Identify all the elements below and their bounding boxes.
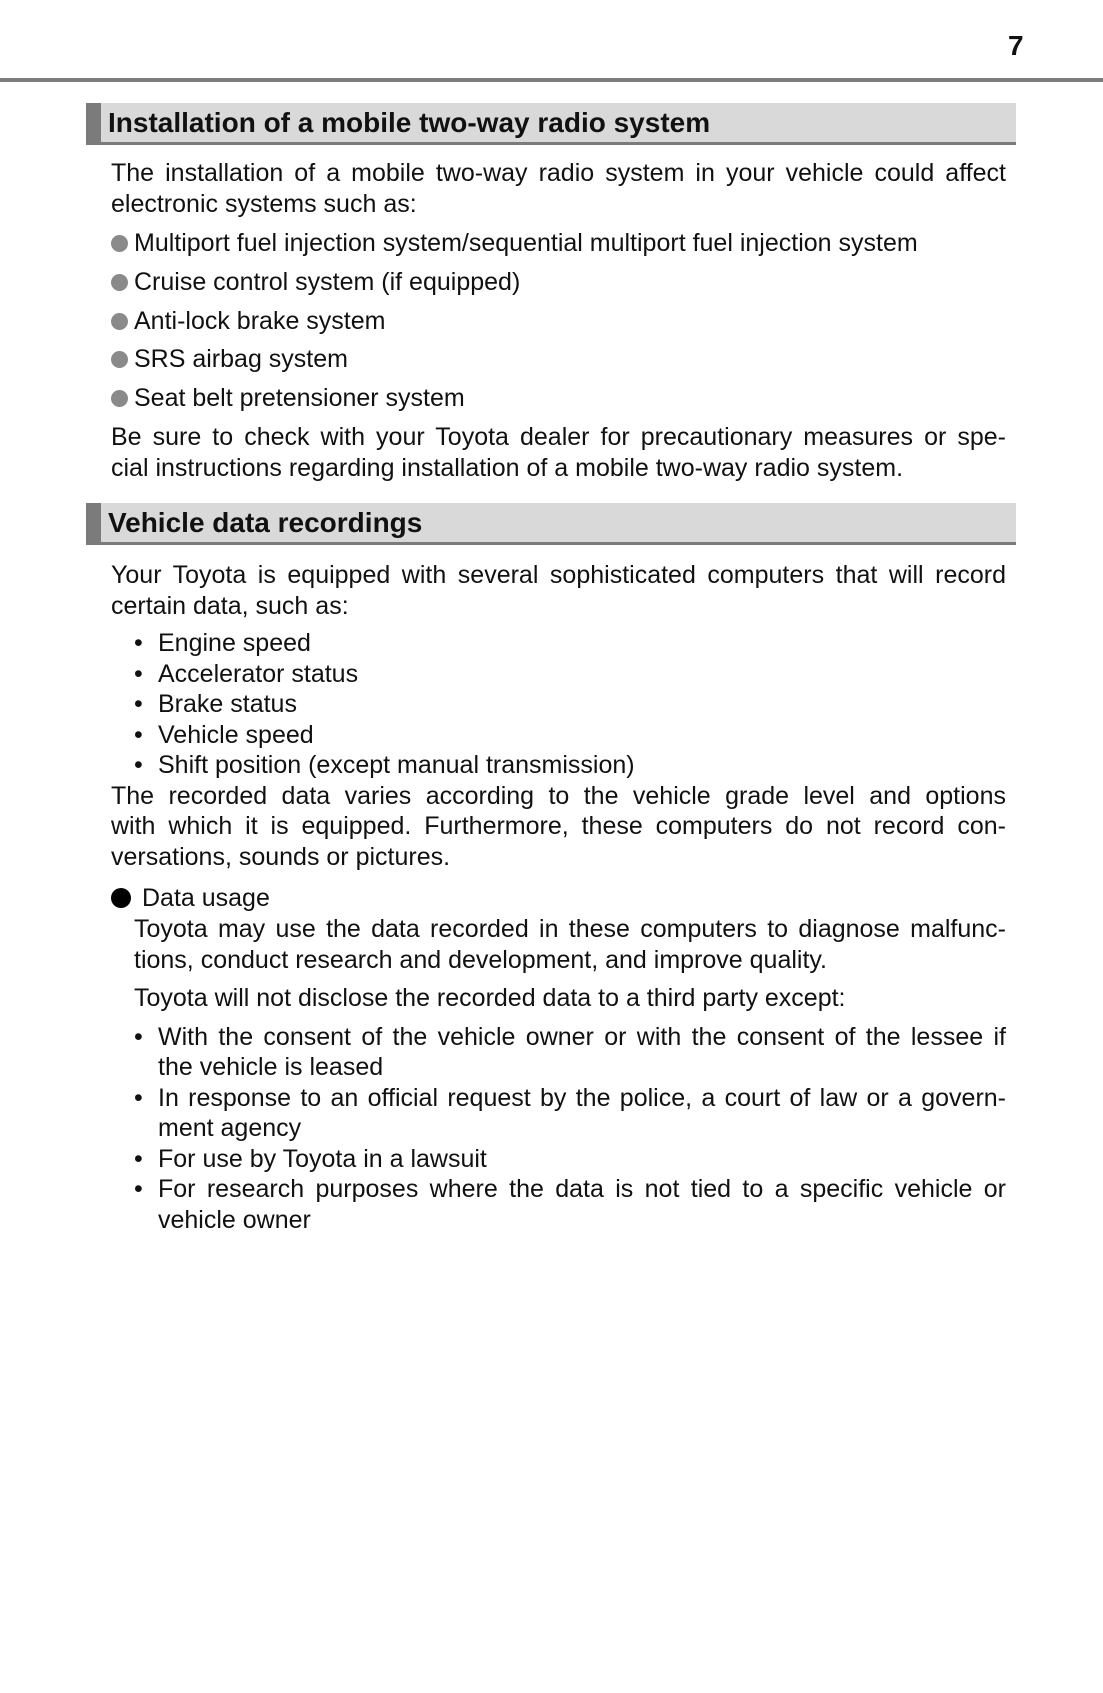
section-title: Installation of a mobile two-way radio system xyxy=(108,107,711,138)
section-title: Vehicle data recordings xyxy=(108,507,423,538)
gray-bullet-icon xyxy=(111,351,128,368)
list-item: For use by Toyota in a lawsuit xyxy=(158,1145,487,1173)
list-item: Accelerator status xyxy=(158,660,359,688)
list-item-continuation: the vehicle is leased xyxy=(158,1053,384,1081)
paragraph-line: tions, conduct research and development, and improve quality. xyxy=(134,946,827,974)
gray-bullet-icon xyxy=(111,390,128,407)
bullet-dot-icon: • xyxy=(134,1084,143,1112)
list-item: For research purposes where the data is not tied to a specific vehicle or xyxy=(158,1175,1006,1203)
subsection-title: Data usage xyxy=(142,884,270,912)
gray-bullet-icon xyxy=(111,313,128,330)
gray-bullet-icon xyxy=(111,274,128,291)
paragraph-line: The installation of a mobile two-way radio system in your vehicle could affect xyxy=(111,159,1006,187)
paragraph-line: The recorded data varies according to the vehicle grade level and options xyxy=(111,782,1006,810)
gray-bullet-icon xyxy=(111,235,128,252)
list-item: Anti-lock brake system xyxy=(134,307,386,335)
bullet-dot-icon: • xyxy=(134,629,143,657)
paragraph-line: Your Toyota is equipped with several sophisticated computers that will record xyxy=(111,561,1006,589)
bullet-dot-icon: • xyxy=(134,690,143,718)
list-item: Multiport fuel injection system/sequential multiport fuel injection system xyxy=(134,229,918,257)
paragraph-line: versations, sounds or pictures. xyxy=(111,843,451,871)
bullet-dot-icon: • xyxy=(134,751,143,779)
list-item: SRS airbag system xyxy=(134,345,348,373)
list-item: Shift position (except manual transmission) xyxy=(158,751,635,779)
bullet-dot-icon: • xyxy=(134,721,143,749)
list-item-continuation: ment agency xyxy=(158,1114,302,1142)
paragraph-line: electronic systems such as: xyxy=(111,190,417,218)
paragraph-line: Toyota will not disclose the recorded data to a third party except: xyxy=(134,984,846,1012)
list-item-continuation: vehicle owner xyxy=(158,1206,311,1234)
paragraph-line: certain data, such as: xyxy=(111,592,349,620)
section-heading-radio xyxy=(86,103,1016,145)
list-item: Brake status xyxy=(158,690,297,718)
list-item: With the consent of the vehicle owner or with the consent of the lessee if xyxy=(158,1023,1006,1051)
heading-stripe xyxy=(86,103,101,142)
bullet-dot-icon: • xyxy=(134,1175,143,1203)
list-item: Engine speed xyxy=(158,629,311,657)
header-rule xyxy=(0,78,1103,82)
list-item: Cruise control system (if equipped) xyxy=(134,268,521,296)
list-item: Seat belt pretensioner system xyxy=(134,384,465,412)
black-bullet-icon xyxy=(111,888,131,908)
list-item: In response to an official request by the police, a court of law or a govern- xyxy=(158,1084,1006,1112)
list-item: Vehicle speed xyxy=(158,721,314,749)
section-heading-data-recordings xyxy=(86,503,1016,545)
paragraph-line: Be sure to check with your Toyota dealer for precautionary measures or spe- xyxy=(111,423,1006,451)
paragraph-line: Toyota may use the data recorded in these computers to diagnose malfunc- xyxy=(134,915,1006,943)
bullet-dot-icon: • xyxy=(134,1023,143,1051)
bullet-dot-icon: • xyxy=(134,660,143,688)
paragraph-line: with which it is equipped. Furthermore, these computers do not record con- xyxy=(111,812,1006,840)
page-number: 7 xyxy=(1008,30,1024,61)
bullet-dot-icon: • xyxy=(134,1145,143,1173)
heading-stripe xyxy=(86,503,101,542)
paragraph-line: cial instructions regarding installation of a mobile two-way radio system. xyxy=(111,454,904,482)
